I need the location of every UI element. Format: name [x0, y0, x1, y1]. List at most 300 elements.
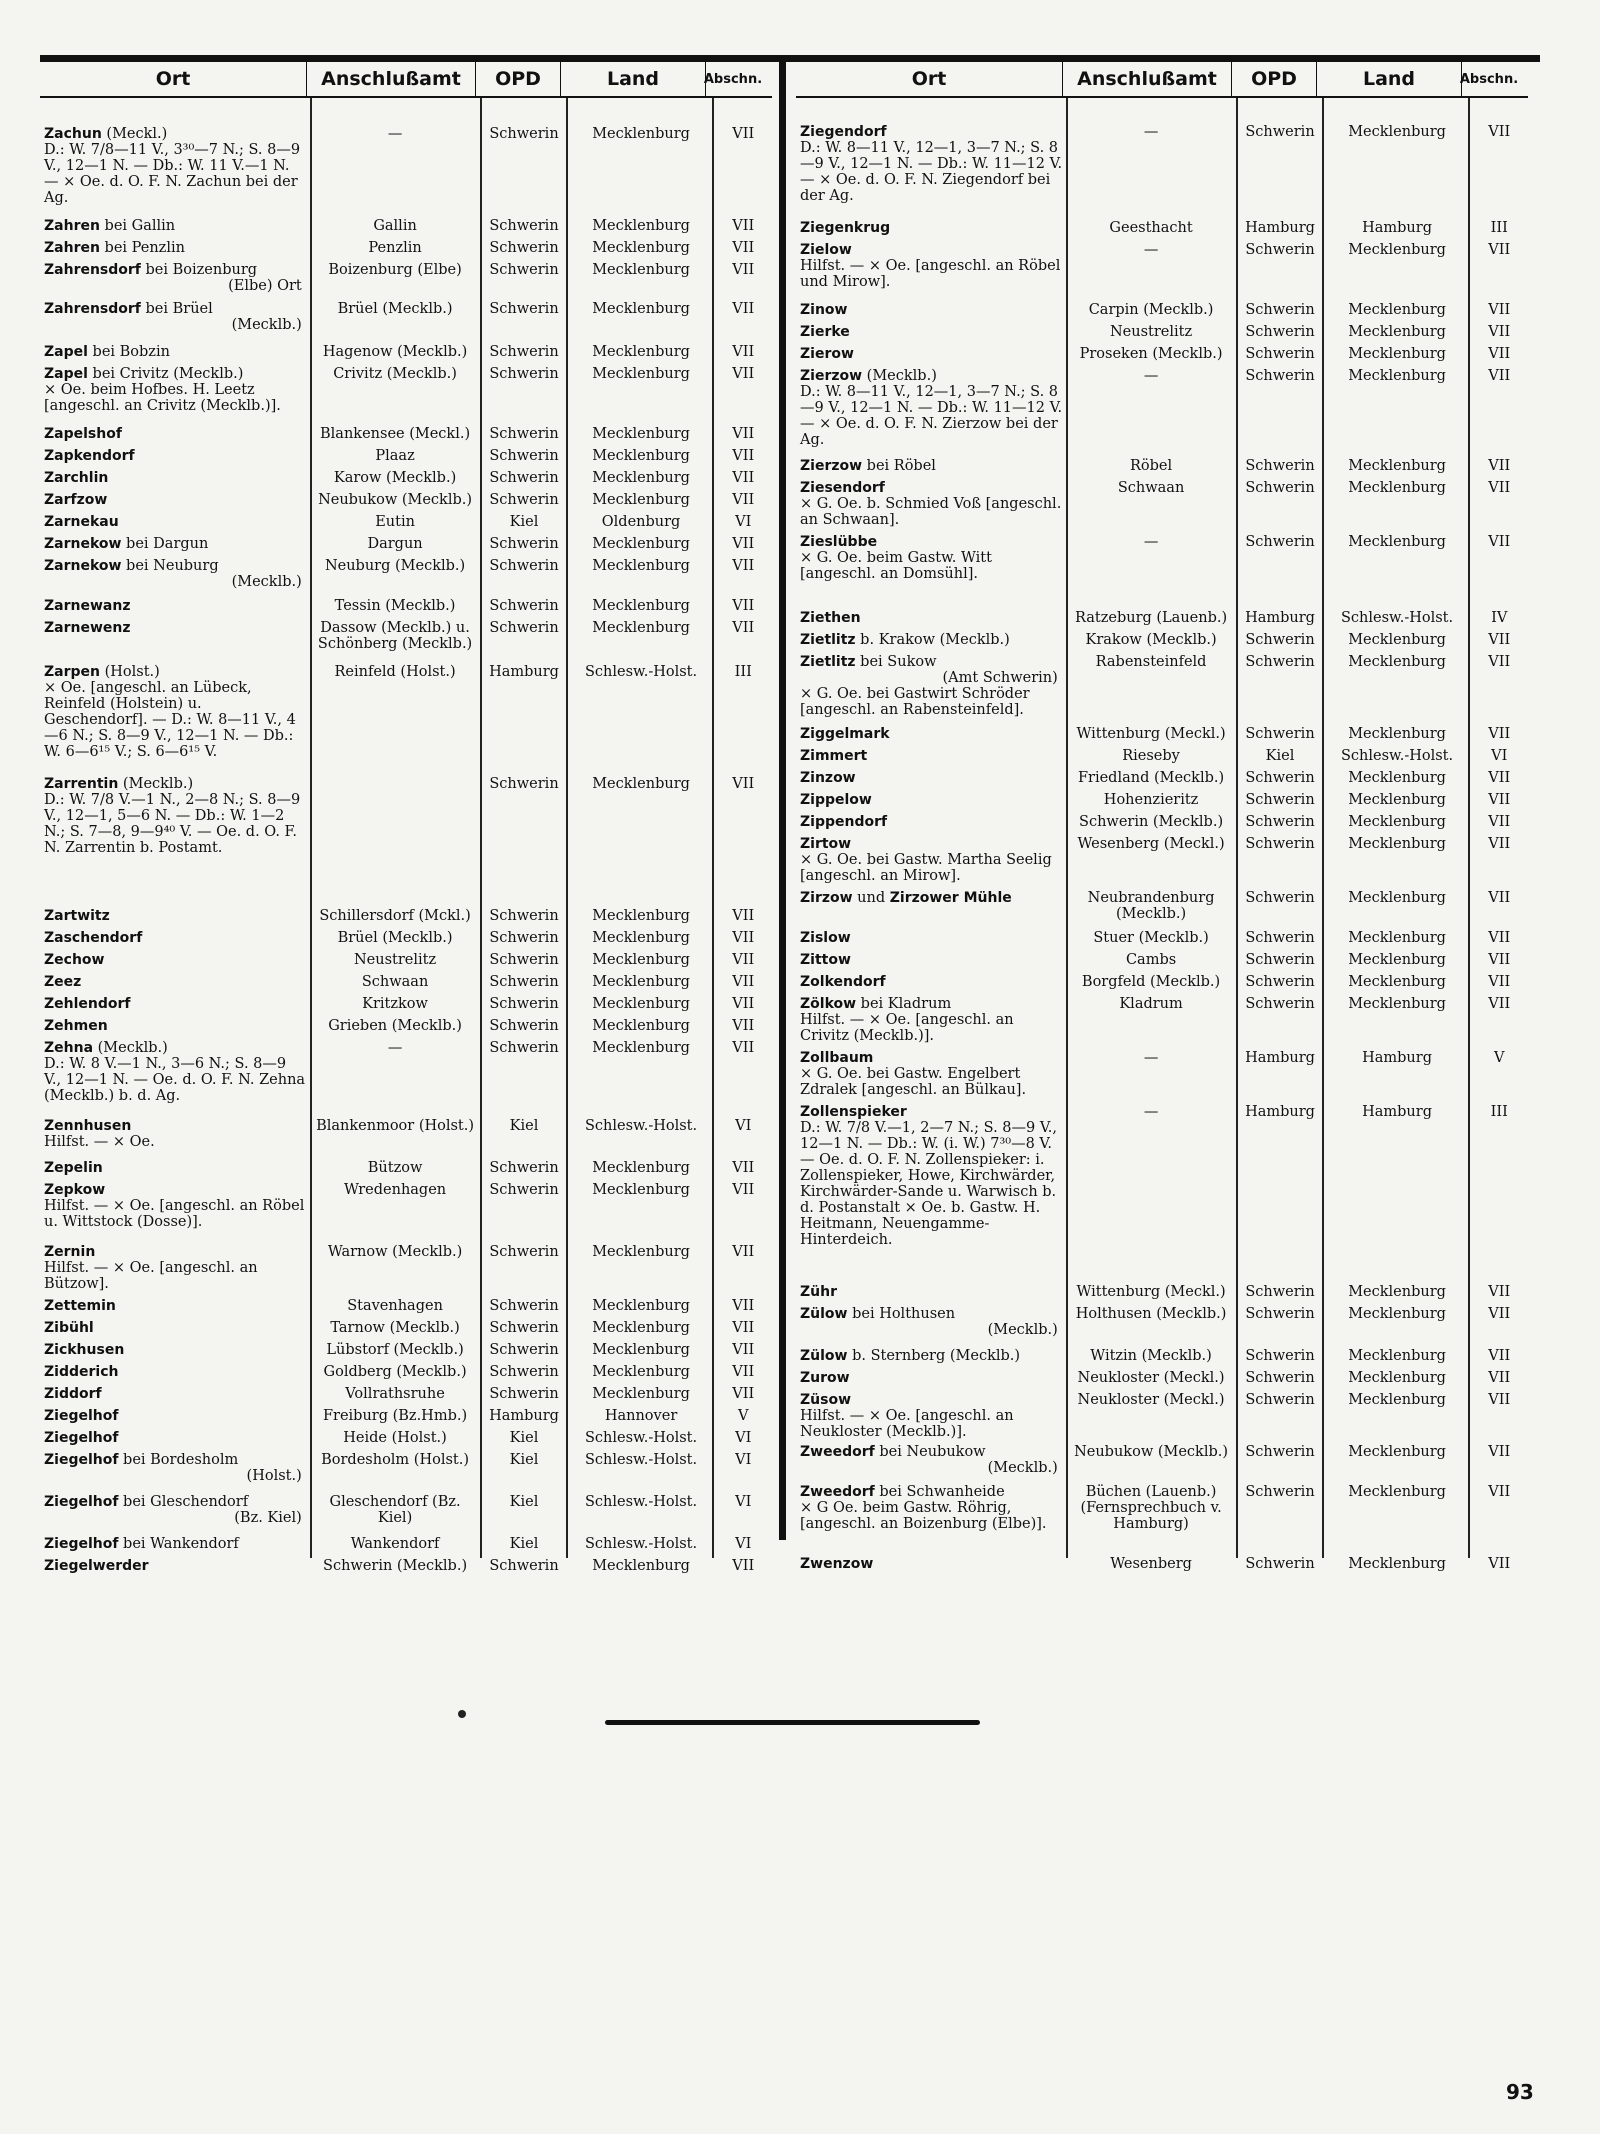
cell-land: Mecklenburg — [592, 1320, 690, 1336]
cell-ort — [40, 952, 310, 968]
cell-anschlussamt: Neukloster (Meckl.) — [1077, 1370, 1225, 1386]
place-name: Ziegenkrug — [800, 220, 891, 236]
cell-anschlussamt: Stavenhagen — [347, 1298, 443, 1314]
place-name: Zimmert — [800, 748, 868, 764]
cell-ort — [40, 1408, 310, 1424]
cell-land: Mecklenburg — [592, 930, 690, 946]
cell-abschnitt: III — [1490, 1104, 1508, 1120]
cell-land: Mecklenburg — [592, 1160, 690, 1176]
cell-land: Mecklenburg — [592, 492, 690, 508]
header-land: Land — [561, 62, 706, 96]
place-name: Zierzow — [800, 458, 863, 474]
place-name: Zühr — [800, 1284, 837, 1300]
place-name: Ziegelhof — [44, 1536, 119, 1552]
cell-ort — [796, 726, 1066, 742]
place-name: Zehna — [44, 1040, 94, 1056]
table-row — [40, 952, 772, 968]
table-row — [796, 654, 1528, 718]
cell-opd: Kiel — [509, 1494, 539, 1510]
cell-abschnitt: VII — [1488, 1306, 1511, 1322]
cell-land: Mecklenburg — [1348, 1306, 1446, 1322]
cell-opd: Schwerin — [489, 448, 559, 464]
cell-abschnitt: VII — [732, 1386, 755, 1402]
table-row — [796, 748, 1528, 764]
cell-land: Mecklenburg — [592, 1244, 690, 1260]
place-name: Ziegelwerder — [44, 1558, 149, 1574]
cell-anschlussamt: Warnow (Mecklb.) — [327, 1244, 463, 1260]
cell-opd: Schwerin — [489, 262, 559, 278]
cell-land: Schlesw.-Holst. — [584, 664, 698, 680]
cell-land: Mecklenburg — [592, 1364, 690, 1380]
right-column — [796, 62, 1528, 1572]
header-abschnitt: Abschn. — [703, 71, 763, 87]
place-name: Zepkow — [44, 1182, 106, 1198]
cell-abschnitt: VII — [1488, 996, 1511, 1012]
cell-abschnitt: VII — [1488, 1284, 1511, 1300]
table-row — [40, 1298, 772, 1314]
header-land: Land — [1317, 62, 1462, 96]
cell-anschlussamt: Vollrathsruhe — [345, 1386, 445, 1402]
cell-anschlussamt: Cambs — [1125, 952, 1177, 968]
cell-ort — [40, 930, 310, 946]
cell-anschlussamt: Hohenzieritz — [1103, 792, 1199, 808]
cell-abschnitt: VII — [1488, 534, 1511, 550]
cell-anschlussamt: Crivitz (Mecklb.) — [333, 366, 457, 382]
cell-opd: Kiel — [1265, 748, 1295, 764]
cell-ort — [40, 126, 310, 206]
cell-opd: Schwerin — [489, 470, 559, 486]
place-details: (Mecklb.) D.: W. 8—11 V., 12—1, 3—7 N.; S. 8—9 V., 12—1 N. — Db.: W. 11—12 V. — × Oe. d. O. F. N. Zierzow bei der Ag. — [800, 368, 1063, 448]
cell-ort — [40, 908, 310, 924]
cell-ort — [40, 366, 310, 414]
cell-abschnitt: VII — [1488, 1444, 1511, 1460]
cell-anschlussamt: Reinfeld (Holst.) — [334, 664, 456, 680]
cell-opd: Schwerin — [489, 908, 559, 924]
cell-land: Mecklenburg — [1348, 632, 1446, 648]
cell-ort — [40, 1452, 310, 1484]
table-row — [796, 726, 1528, 742]
table-row — [40, 996, 772, 1012]
cell-abschnitt: VII — [732, 126, 755, 142]
cell-anschlussamt: Blankenmoor (Holst.) — [316, 1118, 475, 1134]
cell-anschlussamt: Bordesholm (Holst.) — [321, 1452, 469, 1468]
table-row — [40, 620, 772, 652]
cell-abschnitt: VII — [1488, 836, 1511, 852]
cell-opd: Schwerin — [1245, 1556, 1315, 1572]
place-details: bei Bobzin — [87, 344, 170, 360]
cell-ort — [796, 1104, 1066, 1248]
place-name: Zahren — [44, 218, 100, 234]
place-details: bei Neubukow — [874, 1444, 986, 1460]
cell-opd: Schwerin — [1245, 1370, 1315, 1386]
place-details: bei Gallin — [99, 218, 176, 234]
cell-land: Mecklenburg — [1348, 770, 1446, 786]
cell-land: Mecklenburg — [592, 448, 690, 464]
cell-anschlussamt: Tessin (Mecklb.) — [334, 598, 456, 614]
cell-anschlussamt: Proseken (Mecklb.) — [1079, 346, 1223, 362]
place-name: Zarnewanz — [44, 598, 131, 614]
table-row — [796, 1104, 1528, 1248]
cell-ort — [796, 1306, 1066, 1338]
cell-ort — [40, 536, 310, 552]
cell-opd: Schwerin — [489, 1040, 559, 1056]
cell-ort — [796, 480, 1066, 528]
cell-abschnitt: VII — [732, 1182, 755, 1198]
cell-ort — [40, 262, 310, 294]
cell-anschlussamt: Penzlin — [368, 240, 422, 256]
cell-anschlussamt: Wesenberg (Meckl.) — [1077, 836, 1225, 852]
column-divider — [779, 62, 786, 1540]
cell-opd: Schwerin — [1245, 124, 1315, 140]
cell-abschnitt: IV — [1491, 610, 1508, 626]
cell-opd: Schwerin — [489, 1342, 559, 1358]
cell-opd: Schwerin — [1245, 368, 1315, 384]
cell-abschnitt: VII — [1488, 242, 1511, 258]
table-row — [40, 930, 772, 946]
cell-ort — [40, 1298, 310, 1314]
table-row — [40, 598, 772, 614]
place-name: Zarnewenz — [44, 620, 131, 636]
cell-opd: Schwerin — [489, 558, 559, 574]
place-qualifier: (Elbe) Ort — [228, 278, 302, 294]
cell-abschnitt: VII — [732, 240, 755, 256]
cell-ort — [40, 1430, 310, 1446]
cell-ort — [40, 492, 310, 508]
cell-opd: Kiel — [509, 1430, 539, 1446]
cell-abschnitt: VII — [1488, 346, 1511, 362]
place-name: Zippendorf — [800, 814, 888, 830]
cell-land: Mecklenburg — [1348, 534, 1446, 550]
place-name: Ziggelmark — [800, 726, 890, 742]
cell-anschlussamt: Schwerin (Mecklb.) — [323, 1558, 468, 1574]
place-name: Zielow — [800, 242, 852, 258]
place-name: Zierke — [800, 324, 850, 340]
place-name: Zweedorf — [800, 1444, 875, 1460]
cell-land: Mecklenburg — [1348, 346, 1446, 362]
cell-opd: Schwerin — [489, 492, 559, 508]
table-row — [40, 514, 772, 530]
cell-opd: Schwerin — [489, 301, 559, 317]
cell-opd: Hamburg — [1245, 220, 1315, 236]
place-details: bei Holthusen — [847, 1306, 956, 1322]
cell-land: Mecklenburg — [592, 558, 690, 574]
cell-anschlussamt: Dargun — [367, 536, 423, 552]
cell-abschnitt: VII — [732, 1018, 755, 1034]
place-name: Zierow — [800, 346, 854, 362]
cell-anschlussamt: Neuburg (Mecklb.) — [324, 558, 466, 574]
cell-abschnitt: VII — [732, 448, 755, 464]
cell-abschnitt: VI — [735, 1118, 752, 1134]
cell-land: Mecklenburg — [1348, 1370, 1446, 1386]
cell-ort — [40, 1244, 310, 1292]
cell-abschnitt: VII — [1488, 1484, 1511, 1500]
cell-land: Mecklenburg — [1348, 930, 1446, 946]
cell-anschlussamt: Wittenburg (Meckl.) — [1076, 726, 1226, 742]
cell-ort — [40, 1364, 310, 1380]
table-row — [796, 124, 1528, 204]
place-name: Zippelow — [800, 792, 872, 808]
cell-opd: Schwerin — [1245, 480, 1315, 496]
cell-ort — [40, 1558, 310, 1574]
cell-abschnitt: VII — [732, 776, 755, 792]
place-name: Zahren — [44, 240, 100, 256]
place-name: Zülow — [800, 1348, 848, 1364]
cell-anschlussamt: — — [1143, 534, 1159, 550]
cell-land: Mecklenburg — [592, 776, 690, 792]
cell-ort — [796, 1050, 1066, 1098]
cell-opd: Schwerin — [1245, 890, 1315, 906]
cell-anschlussamt: Goldberg (Mecklb.) — [323, 1364, 467, 1380]
cell-anschlussamt: Gallin — [373, 218, 417, 234]
cell-anschlussamt: — — [1143, 124, 1159, 140]
cell-ort — [796, 974, 1066, 990]
table-row — [40, 470, 772, 486]
cell-abschnitt: VII — [732, 558, 755, 574]
place-name: Ziethen — [800, 610, 861, 626]
cell-ort — [796, 1370, 1066, 1386]
cell-anschlussamt: Tarnow (Mecklb.) — [330, 1320, 460, 1336]
place-details: Hilfst. — × Oe. [angeschl. an Röbel und Mirow]. — [800, 258, 1061, 290]
cell-opd: Schwerin — [489, 996, 559, 1012]
cell-land: Mecklenburg — [592, 1040, 690, 1056]
cell-abschnitt: VII — [1488, 792, 1511, 808]
cell-abschnitt: VII — [732, 908, 755, 924]
table-row — [40, 426, 772, 442]
place-name: Zarchlin — [44, 470, 109, 486]
cell-ort — [796, 770, 1066, 786]
cell-abschnitt: III — [1490, 220, 1508, 236]
table-row — [40, 1118, 772, 1150]
cell-anschlussamt: Plaaz — [375, 448, 415, 464]
cell-land: Schlesw.-Holst. — [584, 1494, 698, 1510]
table-row — [796, 996, 1528, 1044]
cell-anschlussamt: Krakow (Mecklb.) — [1085, 632, 1217, 648]
cell-anschlussamt: — — [1143, 1104, 1159, 1120]
table-row — [40, 536, 772, 552]
cell-land: Mecklenburg — [592, 598, 690, 614]
cell-abschnitt: VII — [1488, 302, 1511, 318]
cell-opd: Schwerin — [489, 218, 559, 234]
cell-land: Mecklenburg — [1348, 1556, 1446, 1572]
cell-anschlussamt: — — [1143, 1050, 1159, 1066]
cell-abschnitt: VII — [732, 952, 755, 968]
place-name: Zepelin — [44, 1160, 103, 1176]
cell-land: Mecklenburg — [592, 974, 690, 990]
place-name: Zolkendorf — [800, 974, 886, 990]
table-row — [40, 1018, 772, 1034]
cell-anschlussamt: Neubukow (Mecklb.) — [318, 492, 473, 508]
place-qualifier: (Mecklb.) — [231, 317, 302, 333]
table-header — [40, 62, 772, 98]
cell-opd: Schwerin — [489, 1244, 559, 1260]
place-details: bei Schwanheide × G Oe. beim Gastw. Röhrig, [angeschl. an Boizenburg (Elbe)]. — [800, 1484, 1047, 1532]
cell-land: Mecklenburg — [1348, 726, 1446, 742]
cell-ort — [40, 1118, 310, 1150]
place-name: Zirzower Mühle — [889, 890, 1012, 906]
cell-land: Mecklenburg — [1348, 890, 1446, 906]
cell-anschlussamt: Hagenow (Mecklb.) — [322, 344, 468, 360]
cell-anschlussamt: Dassow (Mecklb.) u. Schönberg (Mecklb.) — [317, 620, 473, 652]
cell-opd: Schwerin — [489, 974, 559, 990]
cell-opd: Hamburg — [489, 1408, 559, 1424]
table-row — [40, 1536, 772, 1552]
cell-ort — [796, 1392, 1066, 1440]
cell-abschnitt: VII — [732, 344, 755, 360]
cell-ort — [796, 346, 1066, 362]
cell-land: Mecklenburg — [592, 1018, 690, 1034]
cell-anschlussamt: Brüel (Mecklb.) — [337, 930, 453, 946]
place-details: bei Penzlin — [99, 240, 185, 256]
cell-land: Mecklenburg — [592, 366, 690, 382]
table-row — [40, 448, 772, 464]
cell-abschnitt: VII — [1488, 1392, 1511, 1408]
cell-anschlussamt: Witzin (Mecklb.) — [1090, 1348, 1212, 1364]
page-number: 93 — [1506, 2080, 1534, 2104]
cell-abschnitt: VI — [735, 514, 752, 530]
place-details: bei Gleschendorf — [118, 1494, 249, 1510]
cell-opd: Schwerin — [1245, 1484, 1315, 1500]
cell-land: Mecklenburg — [1348, 242, 1446, 258]
table-row — [796, 242, 1528, 290]
cell-opd: Schwerin — [489, 240, 559, 256]
cell-anschlussamt: Holthusen (Mecklb.) — [1075, 1306, 1227, 1322]
cell-land: Mecklenburg — [1348, 1392, 1446, 1408]
place-name: Ziegelhof — [44, 1408, 119, 1424]
cell-land: Mecklenburg — [592, 908, 690, 924]
table-row — [40, 908, 772, 924]
cell-abschnitt: VII — [1488, 480, 1511, 496]
place-details: b. Krakow (Mecklb.) — [855, 632, 1010, 648]
cell-anschlussamt: Lübstorf (Mecklb.) — [326, 1342, 464, 1358]
table-row — [40, 558, 772, 590]
place-name: Zapelshof — [44, 426, 122, 442]
table-row — [796, 632, 1528, 648]
cell-abschnitt: VII — [732, 598, 755, 614]
cell-land: Hamburg — [1362, 220, 1432, 236]
table-row — [796, 836, 1528, 884]
cell-ort — [40, 974, 310, 990]
place-details: × G. Oe. b. Schmied Voß [angeschl. an Schwaan]. — [800, 496, 1062, 528]
cell-ort — [796, 654, 1066, 718]
cell-abschnitt: VII — [732, 262, 755, 278]
cell-abschnitt: VII — [732, 620, 755, 636]
table-row — [796, 1556, 1528, 1572]
table-row — [796, 220, 1528, 236]
table-row — [40, 1558, 772, 1574]
cell-land: Mecklenburg — [1348, 1284, 1446, 1300]
cell-opd: Schwerin — [1245, 242, 1315, 258]
table-row — [40, 1386, 772, 1402]
place-name: Zaschendorf — [44, 930, 143, 946]
cell-anschlussamt: — — [387, 126, 403, 142]
cell-anschlussamt: Neubukow (Mecklb.) — [1074, 1444, 1229, 1460]
cell-land: Mecklenburg — [1348, 952, 1446, 968]
cell-abschnitt: VII — [732, 218, 755, 234]
place-name: Zittow — [800, 952, 851, 968]
place-name: Zarrentin — [44, 776, 119, 792]
cell-land: Mecklenburg — [592, 426, 690, 442]
place-name: Zollenspieker — [800, 1104, 907, 1120]
cell-abschnitt: V — [1493, 1050, 1505, 1066]
cell-land: Hamburg — [1362, 1104, 1432, 1120]
place-details: Hilfst. — × Oe. [angeschl. an Röbel u. Wittstock (Dosse)]. — [44, 1198, 305, 1230]
place-qualifier: (Bz. Kiel) — [234, 1510, 302, 1526]
cell-ort — [796, 836, 1066, 884]
cell-land: Mecklenburg — [592, 952, 690, 968]
place-details: bei Neuburg — [121, 558, 219, 574]
place-details: (Mecklb.) D.: W. 7/8 V.—1 N., 2—8 N.; S. 8—9 V., 12—1, 5—6 N. — Db.: W. 1—2 N.; S. 7—8, 9—9⁴⁰ V. — Oe. d. O. F. N. Zarrentin b. Postamt. — [44, 776, 301, 856]
cell-anschlussamt: Neustrelitz — [353, 952, 437, 968]
cell-anschlussamt: Schwaan — [361, 974, 429, 990]
place-name: Zierzow — [800, 368, 863, 384]
cell-ort — [40, 1494, 310, 1526]
place-details: (Holst.) × Oe. [angeschl. an Lübeck, Reinfeld (Holstein) u. Geschendorf]. — D.: W. 8—11 V., 4—6 N.; S. 8—9 V., 12—1 N. — Db.: W. 6—6¹⁵ V.; S. 6—6¹⁵ V. — [44, 664, 296, 760]
cell-opd: Schwerin — [489, 126, 559, 142]
place-name: Zinow — [800, 302, 848, 318]
cell-ort — [796, 610, 1066, 626]
cell-ort — [796, 814, 1066, 830]
place-qualifier: (Holst.) — [246, 1468, 302, 1484]
cell-ort — [40, 776, 310, 856]
place-name: Zachun — [44, 126, 102, 142]
cell-ort — [796, 124, 1066, 204]
header-anschlussamt: Anschlußamt — [307, 62, 476, 96]
cell-ort — [40, 620, 310, 652]
cell-land: Mecklenburg — [1348, 1348, 1446, 1364]
place-name: Zarnekau — [44, 514, 119, 530]
cell-abschnitt: VII — [732, 366, 755, 382]
cell-ort — [796, 368, 1066, 448]
cell-ort — [796, 302, 1066, 318]
cell-ort — [40, 1040, 310, 1104]
cell-ort — [796, 458, 1066, 474]
cell-ort — [796, 220, 1066, 236]
cell-anschlussamt: Eutin — [375, 514, 415, 530]
cell-abschnitt: VII — [1488, 1556, 1511, 1572]
cell-opd: Schwerin — [1245, 836, 1315, 852]
cell-anschlussamt: — — [387, 1040, 403, 1056]
table-row — [796, 792, 1528, 808]
cell-ort — [796, 534, 1066, 582]
cell-ort — [796, 242, 1066, 290]
table-row — [40, 664, 772, 760]
table-row — [40, 974, 772, 990]
cell-anschlussamt: Kladrum — [1119, 996, 1183, 1012]
cell-opd: Schwerin — [1245, 974, 1315, 990]
cell-opd: Hamburg — [1245, 610, 1315, 626]
place-name: Zapkendorf — [44, 448, 135, 464]
cell-opd: Kiel — [509, 1452, 539, 1468]
cell-abschnitt: VII — [732, 1364, 755, 1380]
cell-land: Mecklenburg — [592, 470, 690, 486]
cell-abschnitt: VII — [732, 1244, 755, 1260]
cell-anschlussamt: Rabensteinfeld — [1095, 654, 1207, 670]
place-details: bei Brüel — [140, 301, 213, 317]
cell-opd: Hamburg — [489, 664, 559, 680]
cell-land: Mecklenburg — [592, 218, 690, 234]
table-row — [40, 492, 772, 508]
cell-abschnitt: VII — [732, 301, 755, 317]
cell-land: Mecklenburg — [1348, 1484, 1446, 1500]
cell-abschnitt: VII — [732, 1040, 755, 1056]
left-column — [40, 62, 772, 1574]
cell-land: Mecklenburg — [592, 1342, 690, 1358]
cell-ort — [40, 448, 310, 464]
cell-anschlussamt: Borgfeld (Mecklb.) — [1081, 974, 1221, 990]
cell-anschlussamt: Blankensee (Meckl.) — [320, 426, 471, 442]
cell-abschnitt: VI — [735, 1430, 752, 1446]
place-name: Zwenzow — [800, 1556, 874, 1572]
